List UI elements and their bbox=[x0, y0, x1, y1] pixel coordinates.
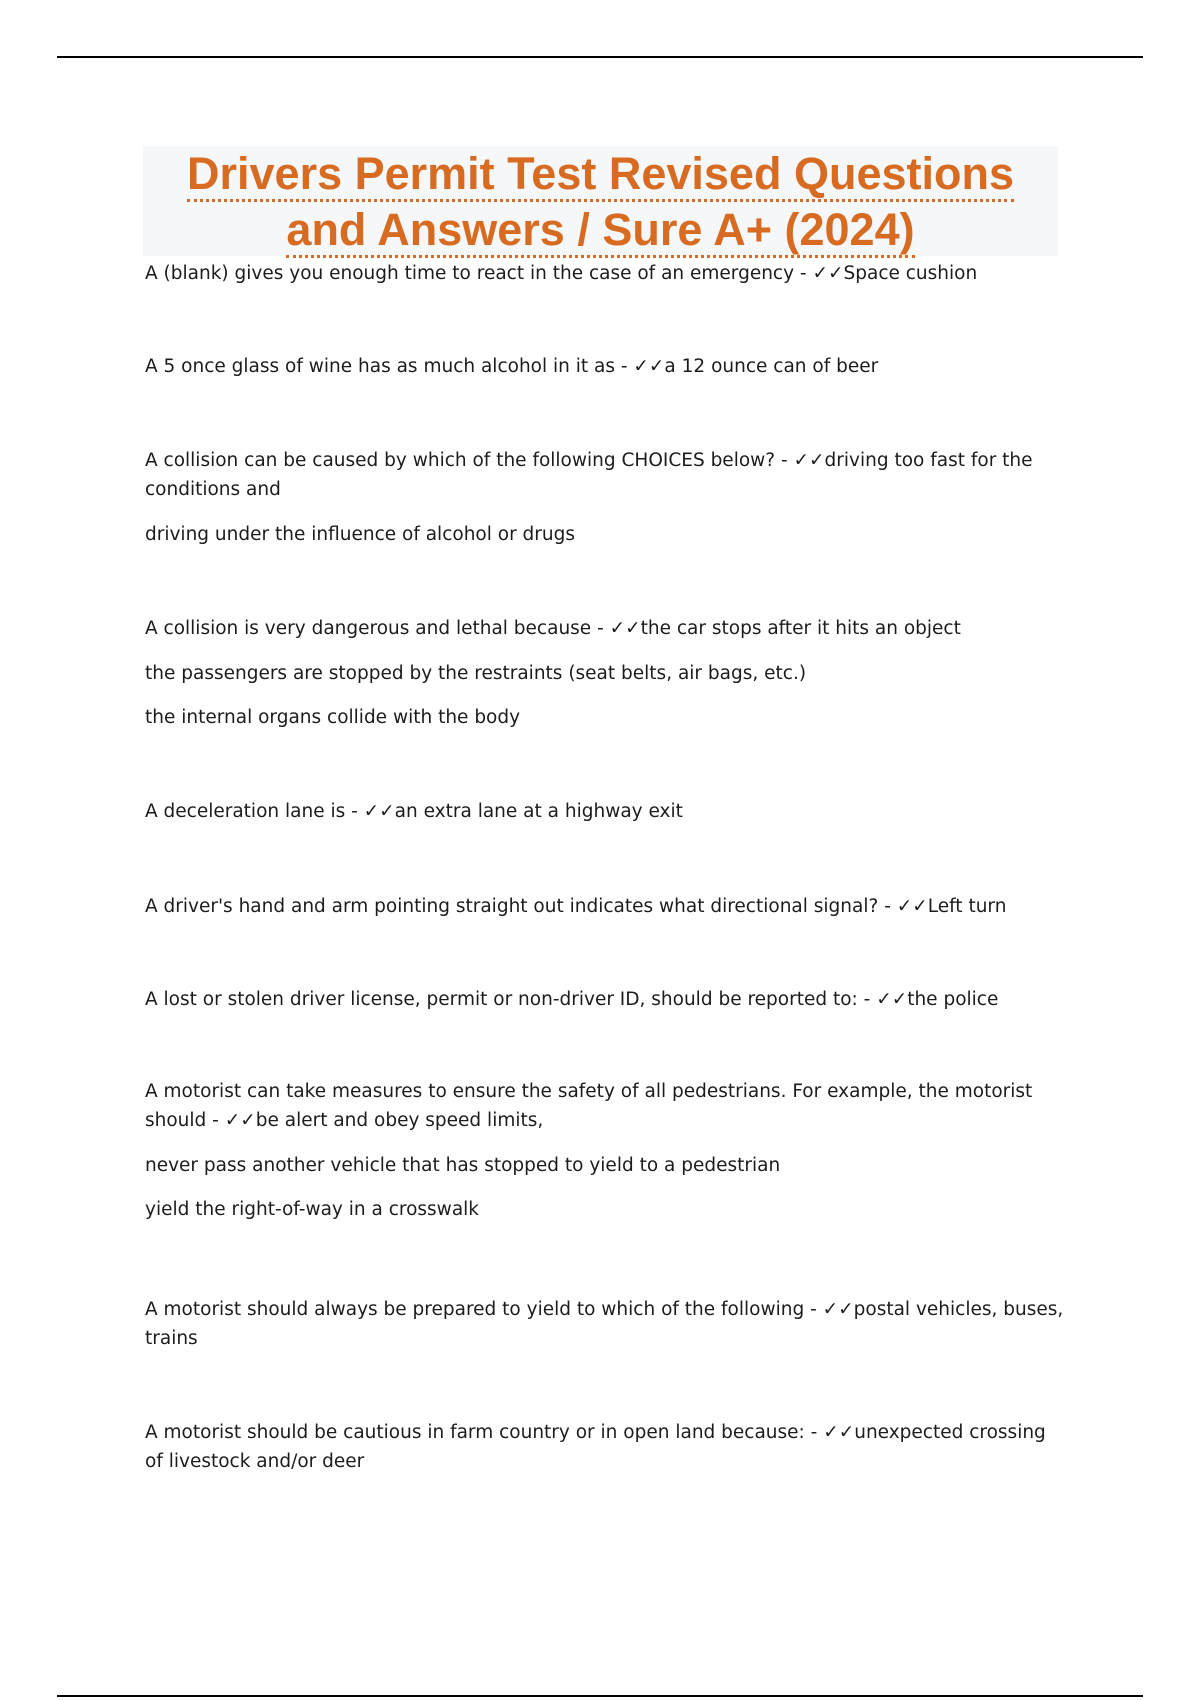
qa-answer-continuation: driving under the influence of alcohol or drugs bbox=[145, 524, 576, 545]
qa-question-answer: A motorist can take measures to ensure the safety of all pedestrians. For example, the motorist should - ✓✓be alert and obey speed limits, bbox=[145, 1081, 1033, 1131]
qa-answer-continuation: the internal organs collide with the body bbox=[145, 707, 521, 728]
qa-question-answer: A driver's hand and arm pointing straight out indicates what directional signal? - ✓✓Left turn bbox=[145, 896, 1007, 917]
qa-question-answer: A motorist should always be prepared to yield to which of the following - ✓✓postal vehicles, buses, trains bbox=[145, 1299, 1064, 1349]
qa-item-2 bbox=[145, 352, 1065, 381]
qa-answer-continuation: the passengers are stopped by the restraints (seat belts, air bags, etc.) bbox=[145, 663, 807, 684]
title-text-2: and Answers / Sure A+ (2024) bbox=[286, 204, 914, 258]
qa-item-5 bbox=[145, 797, 1065, 826]
title-block bbox=[143, 146, 1058, 256]
qa-question-answer: A collision can be caused by which of the following CHOICES below? - ✓✓driving too fast for the conditions and bbox=[145, 450, 1033, 500]
qa-question-answer: A motorist should be cautious in farm country or in open land because: - ✓✓unexpected crossing of livestock and/or deer bbox=[145, 1422, 1046, 1472]
qa-question-answer: A (blank) gives you enough time to react in the case of an emergency - ✓✓Space cushion bbox=[145, 263, 978, 284]
qa-item-9 bbox=[145, 1295, 1065, 1353]
qa-item-8 bbox=[145, 1077, 1065, 1224]
title-line-1 bbox=[143, 148, 1058, 200]
qa-question-answer: A collision is very dangerous and lethal because - ✓✓the car stops after it hits an object bbox=[145, 618, 961, 639]
qa-answer-continuation: yield the right-of-way in a crosswalk bbox=[145, 1199, 480, 1220]
qa-item-4 bbox=[145, 614, 1065, 732]
qa-item-3 bbox=[145, 446, 1065, 549]
qa-item-10 bbox=[145, 1418, 1065, 1476]
qa-item-7 bbox=[145, 985, 1065, 1014]
bottom-rule bbox=[57, 1695, 1143, 1697]
qa-question-answer: A 5 once glass of wine has as much alcohol in it as - ✓✓a 12 ounce can of beer bbox=[145, 356, 879, 377]
qa-question-answer: A lost or stolen driver license, permit or non-driver ID, should be reported to: - ✓✓the police bbox=[145, 989, 999, 1010]
qa-item-1 bbox=[145, 259, 1065, 288]
qa-question-answer: A deceleration lane is - ✓✓an extra lane at a highway exit bbox=[145, 801, 683, 822]
title-text-1: Drivers Permit Test Revised Questions bbox=[187, 148, 1014, 202]
top-rule bbox=[57, 56, 1143, 58]
title-line-2 bbox=[143, 204, 1058, 256]
qa-answer-continuation: never pass another vehicle that has stopped to yield to a pedestrian bbox=[145, 1155, 781, 1176]
qa-item-6 bbox=[145, 892, 1065, 921]
